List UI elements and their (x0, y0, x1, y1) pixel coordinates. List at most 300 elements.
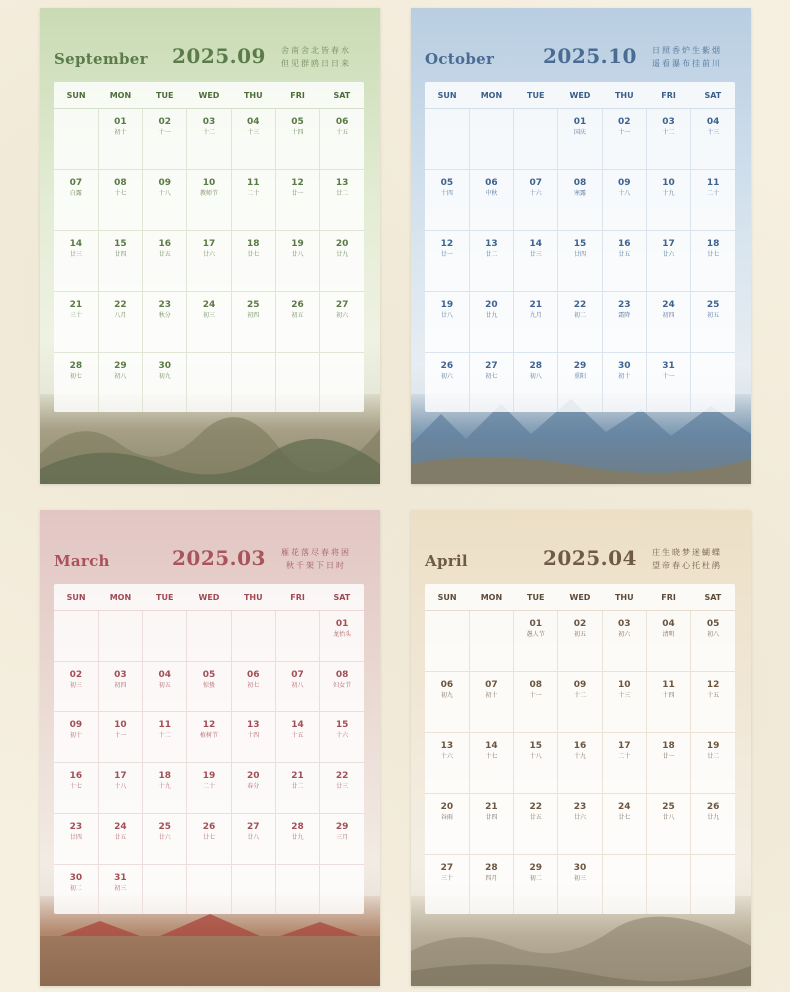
day-number: 13 (335, 177, 349, 188)
day-cell[interactable] (275, 712, 319, 763)
day-cell[interactable] (691, 291, 735, 352)
lunar-date: 廿七 (618, 813, 631, 821)
day-number: 08 (335, 669, 349, 680)
day-cell[interactable] (231, 712, 275, 763)
day-cell[interactable] (143, 291, 187, 352)
day-number: 29 (573, 360, 587, 371)
day-cell[interactable] (143, 169, 187, 230)
day-cell[interactable] (646, 169, 690, 230)
lunar-date: 龙抬头 (333, 631, 352, 638)
day-cell[interactable] (602, 352, 646, 412)
day-cell[interactable] (320, 611, 364, 662)
day-number: 27 (247, 821, 260, 832)
day-cell[interactable] (143, 230, 187, 291)
day-cell[interactable] (691, 671, 735, 732)
weekday-header-row (54, 82, 364, 109)
day-number: 19 (706, 740, 720, 751)
day-number: 23 (618, 299, 631, 310)
day-cell[interactable] (558, 611, 602, 672)
lunar-date: 植树节 (199, 732, 218, 740)
day-cell[interactable] (602, 732, 646, 793)
week-row (54, 352, 364, 412)
day-number: 03 (662, 117, 675, 127)
day-number: 31 (114, 872, 127, 883)
day-number: 23 (158, 299, 171, 310)
lunar-date: 初五 (158, 681, 171, 689)
day-number: 12 (291, 177, 304, 188)
day-cell[interactable] (275, 661, 319, 712)
lunar-date: 初八 (291, 681, 304, 689)
day-cell[interactable] (143, 763, 187, 814)
lunar-date: 廿八 (247, 833, 260, 841)
day-number: 08 (573, 177, 587, 188)
week-row (425, 793, 735, 854)
day-cell[interactable] (98, 763, 142, 814)
day-cell[interactable] (602, 109, 646, 170)
day-number: 25 (158, 821, 171, 832)
day-cell[interactable] (602, 671, 646, 732)
day-cell[interactable] (187, 712, 231, 763)
week-row (425, 169, 735, 230)
day-cell[interactable] (646, 109, 690, 170)
calendar-card-april (411, 510, 751, 986)
day-cell[interactable] (602, 793, 646, 854)
weekday-label: MON (469, 82, 513, 109)
lunar-date: 廿六 (573, 813, 586, 821)
day-cell[interactable] (691, 611, 735, 672)
day-cell[interactable] (98, 109, 142, 170)
month-number: 2025.09 (172, 44, 266, 68)
day-cell[interactable] (514, 169, 558, 230)
day-cell[interactable] (231, 813, 275, 864)
day-cell[interactable] (143, 661, 187, 712)
day-cell[interactable] (320, 763, 364, 814)
day-cell[interactable] (231, 109, 275, 170)
poem-line: 遥看瀑布挂前川 (652, 59, 722, 68)
day-cell[interactable] (231, 230, 275, 291)
weekday-label: TUE (143, 584, 187, 611)
day-number: 28 (291, 821, 304, 832)
day-cell[interactable] (425, 732, 469, 793)
day-number: 10 (202, 177, 216, 188)
day-cell[interactable] (469, 732, 513, 793)
day-cell[interactable] (514, 291, 558, 352)
week-row (425, 352, 735, 412)
lunar-date: 廿四 (114, 250, 127, 258)
day-number: 23 (573, 801, 587, 812)
lunar-date: 廿二 (291, 783, 304, 791)
lunar-date: 教师节 (199, 189, 218, 197)
day-cell[interactable] (646, 352, 690, 412)
day-cell[interactable] (275, 813, 319, 864)
day-number: 14 (529, 238, 542, 249)
day-cell[interactable] (320, 661, 364, 712)
day-cell[interactable] (514, 793, 558, 854)
lunar-date: 十八 (158, 189, 171, 197)
lunar-date: 初四 (662, 311, 675, 319)
lunar-date: 十六 (336, 732, 349, 740)
lunar-date: 初九 (440, 691, 453, 699)
lunar-date: 十四 (662, 691, 675, 699)
week-row (425, 671, 735, 732)
lunar-date: 廿四 (485, 813, 498, 821)
weekday-label: SUN (425, 584, 469, 611)
poem-line: 秋千架下日时 (286, 561, 346, 570)
day-cell[interactable] (691, 230, 735, 291)
day-number: 07 (529, 177, 542, 188)
day-number: 25 (662, 801, 675, 812)
lunar-date: 妇女节 (333, 681, 352, 689)
empty-cell (514, 109, 558, 170)
day-number: 11 (158, 720, 171, 731)
lunar-date: 初五 (707, 311, 720, 319)
day-cell[interactable] (425, 169, 469, 230)
day-cell[interactable] (469, 230, 513, 291)
lunar-date: 十九 (158, 783, 171, 791)
weekday-label: FRI (275, 82, 319, 109)
day-cell[interactable] (187, 169, 231, 230)
day-number: 28 (529, 360, 542, 371)
day-cell[interactable] (320, 169, 364, 230)
day-cell[interactable] (469, 352, 513, 412)
week-row (425, 732, 735, 793)
lunar-date: 廿八 (662, 813, 675, 821)
day-cell[interactable] (143, 813, 187, 864)
day-cell[interactable] (646, 732, 690, 793)
day-cell[interactable] (231, 763, 275, 814)
lunar-date: 十五 (707, 691, 720, 699)
day-cell[interactable] (558, 352, 602, 412)
day-cell[interactable] (54, 230, 98, 291)
lunar-date: 二十 (618, 752, 631, 760)
lunar-date: 十八 (618, 189, 631, 197)
day-cell[interactable] (98, 291, 142, 352)
day-cell[interactable] (425, 854, 469, 914)
day-number: 01 (335, 619, 349, 629)
calendar-card-march (40, 510, 380, 986)
day-cell[interactable] (425, 291, 469, 352)
weekday-label: TUE (514, 584, 558, 611)
day-cell[interactable] (98, 661, 142, 712)
day-number: 20 (485, 299, 498, 310)
day-cell[interactable] (320, 712, 364, 763)
month-number: 2025.03 (172, 546, 266, 570)
day-number: 17 (202, 238, 216, 249)
day-cell[interactable] (98, 813, 142, 864)
lunar-date: 初七 (69, 372, 82, 380)
day-number: 29 (114, 360, 127, 371)
day-cell[interactable] (558, 854, 602, 914)
day-cell[interactable] (54, 813, 98, 864)
day-cell[interactable] (558, 230, 602, 291)
day-cell[interactable] (425, 352, 469, 412)
empty-cell (143, 864, 187, 914)
lunar-date: 廿六 (202, 250, 215, 258)
day-cell[interactable] (558, 732, 602, 793)
day-cell[interactable] (187, 661, 231, 712)
day-cell[interactable] (646, 611, 690, 672)
week-row (54, 813, 364, 864)
day-cell[interactable] (187, 230, 231, 291)
day-number: 25 (247, 299, 260, 310)
day-cell[interactable] (275, 230, 319, 291)
lunar-date: 十六 (440, 752, 453, 760)
empty-cell (425, 611, 469, 672)
lunar-date: 初十 (618, 372, 631, 380)
lunar-date: 十一 (662, 372, 675, 380)
day-cell[interactable] (320, 230, 364, 291)
day-number: 02 (69, 669, 83, 680)
day-cell[interactable] (469, 793, 513, 854)
week-row (425, 611, 735, 672)
day-cell[interactable] (320, 109, 364, 170)
day-cell[interactable] (646, 230, 690, 291)
lunar-date: 廿一 (291, 189, 304, 197)
lunar-date: 十二 (662, 129, 675, 136)
day-cell[interactable] (187, 813, 231, 864)
day-cell[interactable] (98, 230, 142, 291)
month-grid (54, 82, 364, 412)
day-cell[interactable] (469, 291, 513, 352)
month-name: September (54, 50, 148, 68)
weekday-header-row (54, 584, 364, 611)
poem-line: 庄生晓梦迷蝴蝶 (652, 548, 722, 557)
lunar-date: 十二 (573, 691, 586, 699)
day-cell[interactable] (187, 109, 231, 170)
day-cell[interactable] (143, 109, 187, 170)
lunar-date: 廿八 (440, 311, 453, 319)
day-number: 25 (706, 299, 720, 310)
day-cell[interactable] (425, 230, 469, 291)
lunar-date: 初八 (529, 372, 542, 380)
day-number: 06 (247, 669, 260, 680)
day-number: 26 (291, 299, 304, 310)
day-number: 21 (529, 299, 542, 310)
day-cell[interactable] (469, 854, 513, 914)
day-number: 02 (618, 117, 631, 127)
week-row (54, 230, 364, 291)
week-row (425, 230, 735, 291)
day-cell[interactable] (514, 230, 558, 291)
day-cell[interactable] (143, 352, 187, 412)
day-number: 18 (706, 238, 720, 249)
weekday-label: TUE (143, 82, 187, 109)
day-cell[interactable] (514, 854, 558, 914)
day-number: 24 (114, 821, 127, 832)
lunar-date: 十五 (291, 732, 304, 740)
day-number: 15 (335, 720, 349, 731)
empty-cell (691, 352, 735, 412)
day-number: 16 (69, 771, 83, 782)
empty-cell (187, 352, 231, 412)
poem (637, 546, 737, 572)
lunar-date: 初六 (618, 631, 631, 638)
empty-cell (469, 109, 513, 170)
day-cell[interactable] (646, 671, 690, 732)
empty-cell (231, 864, 275, 914)
lunar-date: 十四 (247, 732, 260, 740)
empty-cell (231, 352, 275, 412)
day-cell[interactable] (54, 352, 98, 412)
day-number: 04 (662, 619, 675, 629)
day-cell[interactable] (54, 763, 98, 814)
day-number: 07 (485, 679, 498, 690)
day-cell[interactable] (98, 864, 142, 914)
lunar-date: 四月 (485, 874, 498, 882)
day-cell[interactable] (275, 169, 319, 230)
day-number: 10 (618, 679, 631, 690)
calendar-card-october (411, 8, 751, 484)
day-cell[interactable] (602, 611, 646, 672)
day-cell[interactable] (514, 352, 558, 412)
day-cell[interactable] (231, 169, 275, 230)
day-cell[interactable] (469, 169, 513, 230)
day-cell[interactable] (646, 793, 690, 854)
day-cell[interactable] (98, 712, 142, 763)
lunar-date: 初十 (114, 129, 127, 136)
week-row (54, 611, 364, 662)
day-cell[interactable] (602, 169, 646, 230)
day-cell[interactable] (320, 813, 364, 864)
lunar-date: 十八 (529, 752, 542, 760)
lunar-date: 十四 (291, 129, 304, 136)
day-cell[interactable] (231, 661, 275, 712)
day-cell[interactable] (646, 291, 690, 352)
week-row (54, 864, 364, 914)
day-cell[interactable] (558, 671, 602, 732)
day-cell[interactable] (425, 793, 469, 854)
day-cell[interactable] (558, 793, 602, 854)
day-cell[interactable] (691, 732, 735, 793)
day-cell[interactable] (54, 712, 98, 763)
lunar-date: 谷雨 (440, 813, 453, 821)
day-cell[interactable] (187, 763, 231, 814)
day-number: 13 (247, 720, 260, 731)
day-number: 22 (529, 801, 542, 812)
day-cell[interactable] (558, 169, 602, 230)
day-number: 12 (440, 238, 454, 249)
day-cell[interactable] (514, 732, 558, 793)
weekday-label: SUN (425, 82, 469, 109)
day-number: 18 (662, 740, 675, 751)
poem (637, 44, 737, 70)
day-cell[interactable] (143, 712, 187, 763)
day-number: 27 (440, 862, 454, 873)
card-header (425, 546, 737, 586)
weekday-label: THU (231, 82, 275, 109)
day-number: 07 (291, 669, 304, 680)
weekday-label: FRI (646, 584, 690, 611)
empty-cell (187, 864, 231, 914)
empty-cell (425, 109, 469, 170)
lunar-date: 初八 (114, 372, 127, 380)
day-cell[interactable] (514, 611, 558, 672)
day-cell[interactable] (275, 763, 319, 814)
lunar-date: 初九 (158, 372, 171, 380)
day-number: 05 (291, 117, 304, 127)
day-number: 26 (440, 360, 454, 371)
month-grid (425, 584, 735, 914)
day-number: 16 (618, 238, 631, 249)
day-number: 28 (69, 360, 83, 371)
week-row (54, 109, 364, 170)
day-number: 05 (440, 177, 454, 188)
lunar-date: 八月 (114, 311, 127, 319)
day-number: 18 (158, 771, 171, 782)
day-number: 02 (158, 117, 171, 127)
day-cell[interactable] (558, 109, 602, 170)
day-number: 04 (706, 117, 720, 127)
lunar-date: 廿九 (485, 311, 498, 319)
day-cell[interactable] (558, 291, 602, 352)
day-number: 19 (440, 299, 454, 310)
lunar-date: 廿七 (202, 833, 215, 841)
day-cell[interactable] (691, 793, 735, 854)
day-cell[interactable] (54, 169, 98, 230)
weekday-label: SUN (54, 82, 98, 109)
day-number: 22 (114, 299, 127, 310)
weekday-label: FRI (646, 82, 690, 109)
day-number: 17 (618, 740, 631, 751)
day-cell[interactable] (514, 671, 558, 732)
day-cell[interactable] (425, 671, 469, 732)
lunar-date: 初二 (529, 874, 542, 882)
weekday-label: THU (602, 584, 646, 611)
day-cell[interactable] (275, 109, 319, 170)
day-cell[interactable] (602, 230, 646, 291)
day-number: 22 (573, 299, 587, 310)
lunar-date: 十一 (158, 129, 171, 136)
day-cell[interactable] (54, 661, 98, 712)
day-number: 04 (247, 117, 260, 127)
day-cell[interactable] (469, 671, 513, 732)
day-cell[interactable] (98, 169, 142, 230)
lunar-date: 十一 (618, 129, 631, 136)
day-number: 18 (247, 238, 260, 249)
lunar-date: 初三 (114, 884, 127, 892)
day-number: 26 (706, 801, 720, 812)
day-cell[interactable] (54, 291, 98, 352)
day-cell[interactable] (54, 864, 98, 914)
lunar-date: 秋分 (158, 311, 171, 319)
day-cell[interactable] (231, 291, 275, 352)
day-cell[interactable] (187, 291, 231, 352)
day-cell[interactable] (98, 352, 142, 412)
poem (266, 44, 366, 70)
weekday-label: SAT (691, 584, 735, 611)
poem-line: 但见群鸥日日来 (281, 59, 351, 68)
lunar-date: 廿七 (247, 250, 260, 258)
empty-cell (646, 854, 690, 914)
weekday-label: MON (98, 584, 142, 611)
lunar-date: 初七 (247, 681, 260, 689)
day-number: 19 (202, 771, 216, 782)
day-cell[interactable] (602, 291, 646, 352)
lunar-date: 廿八 (291, 250, 304, 258)
lunar-date: 中秋 (485, 189, 498, 197)
day-cell[interactable] (275, 291, 319, 352)
weekday-label: MON (469, 584, 513, 611)
day-cell[interactable] (691, 169, 735, 230)
lunar-date: 清明 (662, 631, 675, 638)
day-number: 23 (69, 821, 83, 832)
day-cell[interactable] (320, 291, 364, 352)
day-number: 17 (114, 771, 127, 782)
month-name: April (425, 552, 468, 570)
lunar-date: 三月 (336, 833, 349, 841)
day-cell[interactable] (691, 109, 735, 170)
weekday-label: MON (98, 82, 142, 109)
